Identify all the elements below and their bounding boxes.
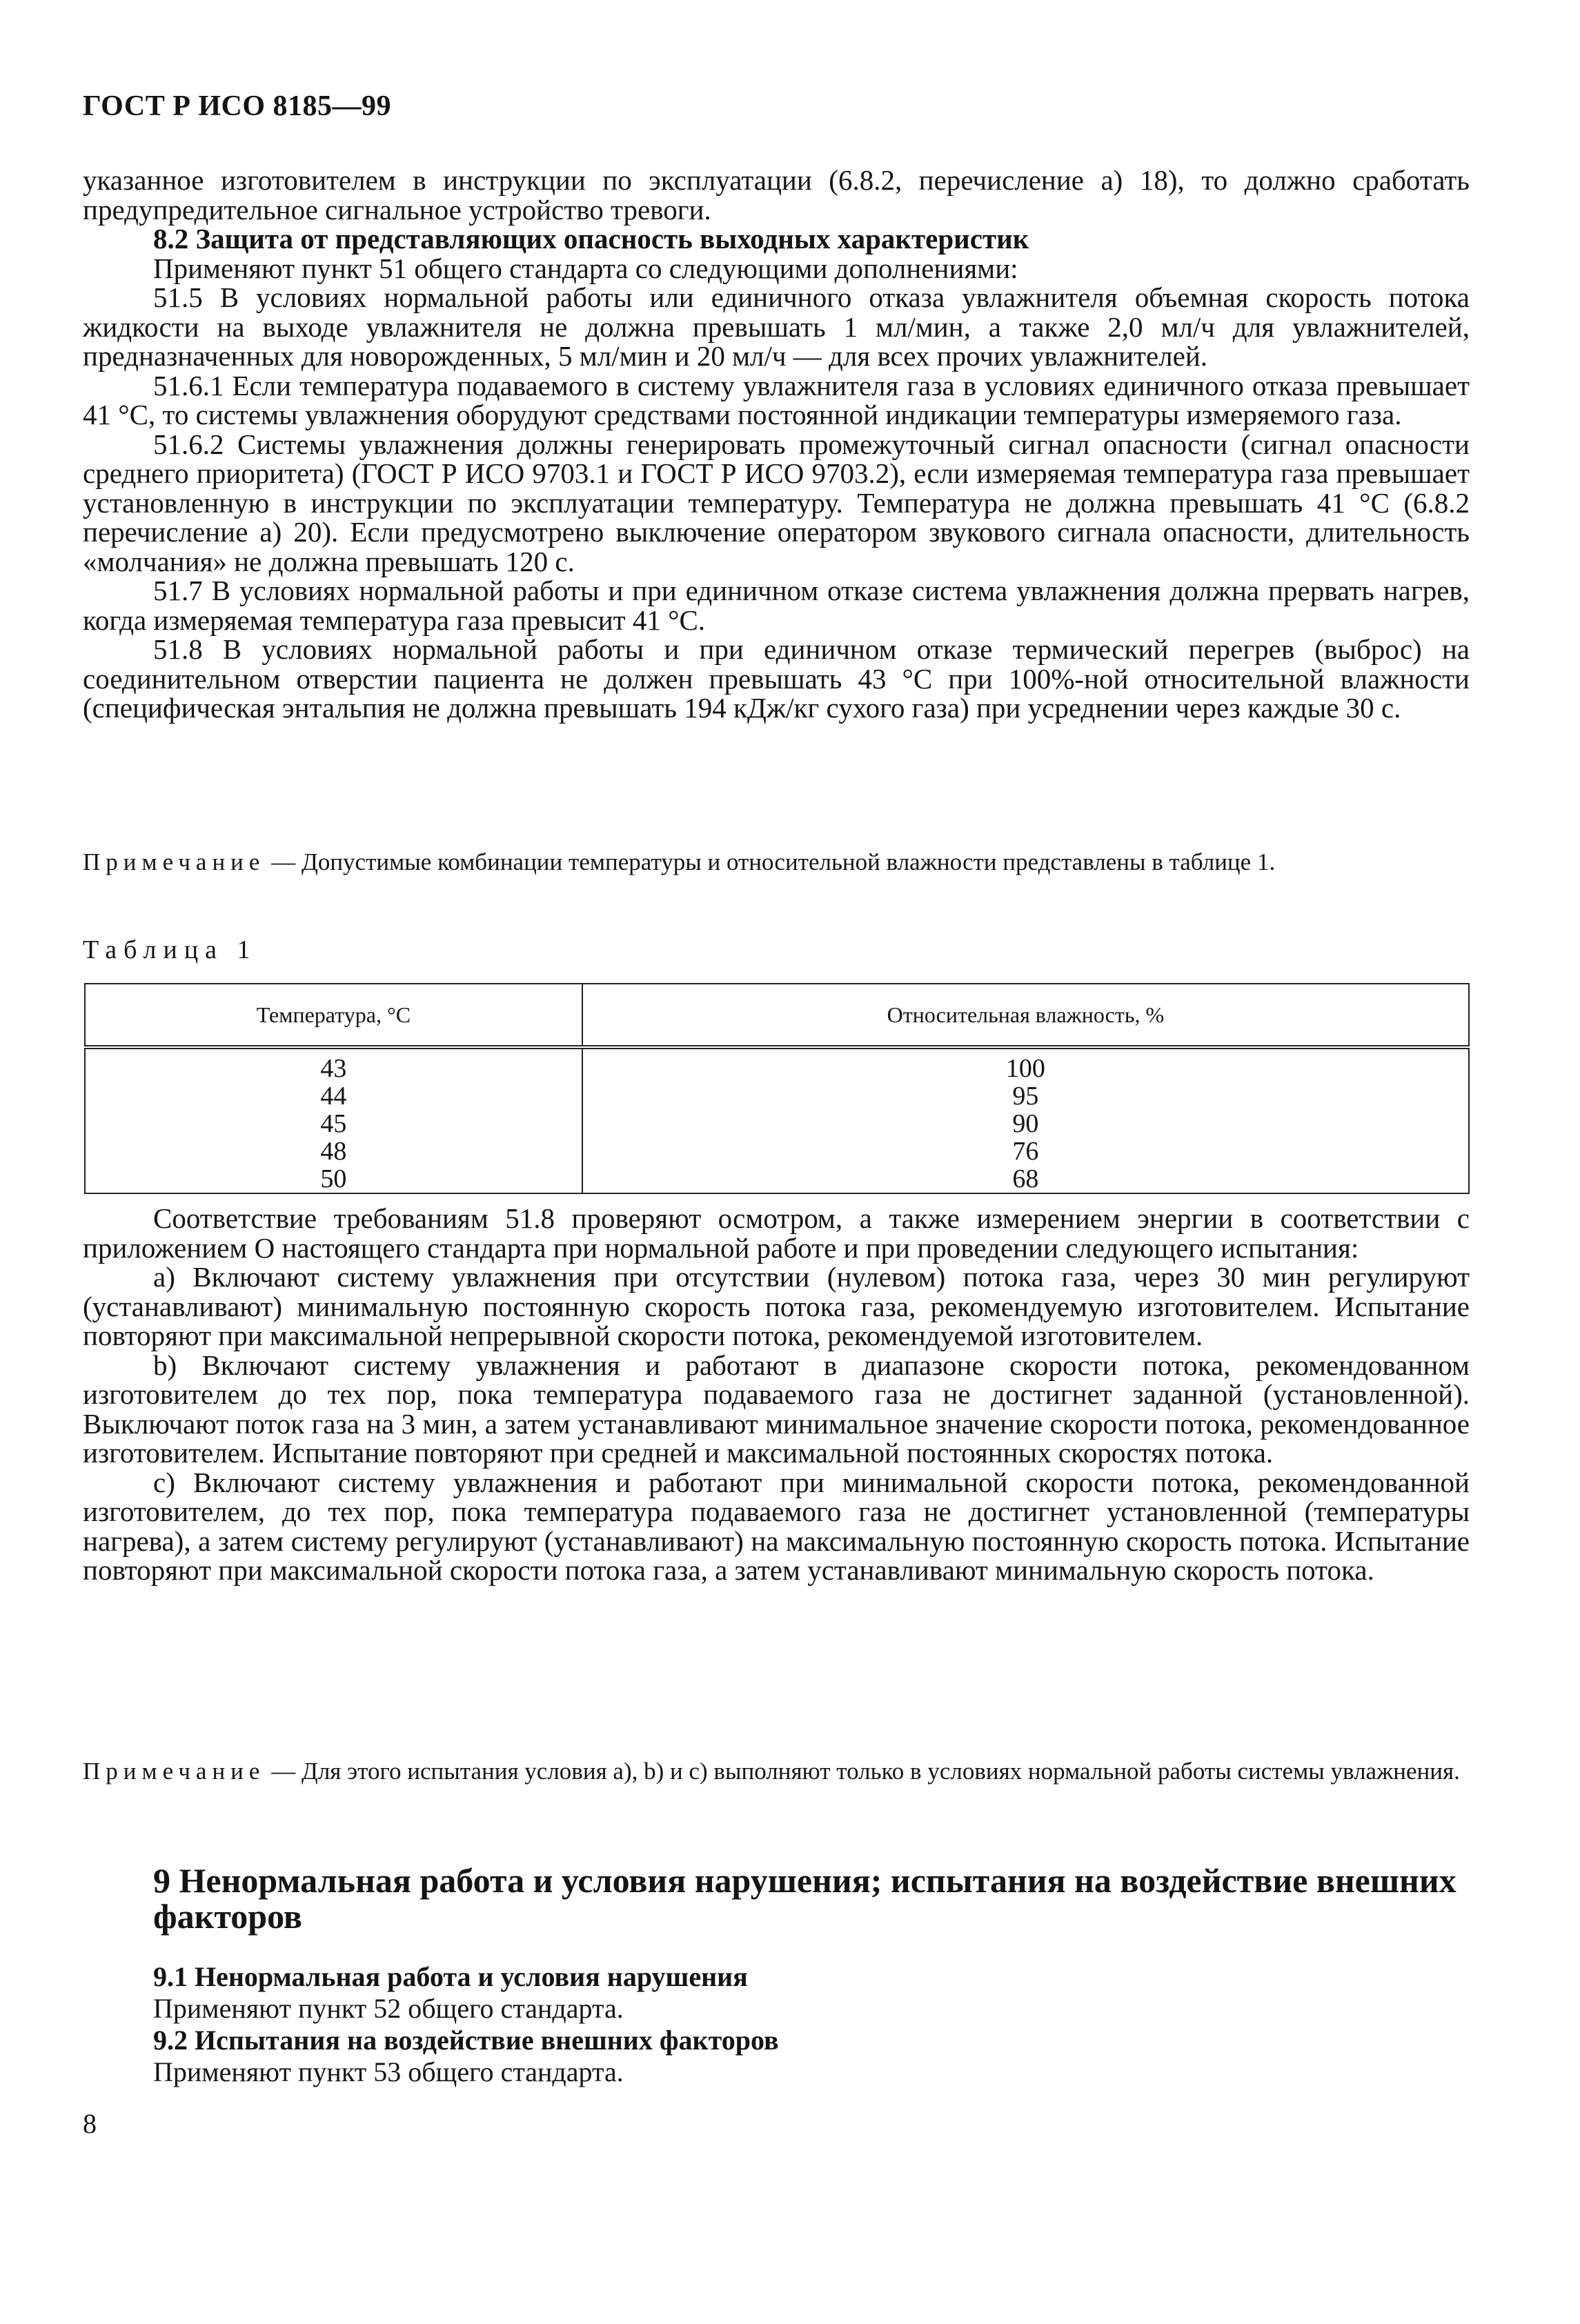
table-cell: 44 [85,1082,582,1110]
subsection-9-2-title: 9.2 Испытания на воздействие внешних факторов [153,2025,779,2056]
table-row [85,1110,1469,1138]
table-row [85,1047,1469,1082]
table-row [85,1138,1469,1165]
body-bottom [83,1204,1470,1585]
table-header-humidity: Относительная влажность, % [582,984,1469,1047]
subsection-heading-8-2: 8.2 Защита от представляющих опасность выходных характеристик [153,223,1029,255]
note-label: Примечание [83,848,266,875]
test-item-c: с) Включают систему увлажнения и работают при минимальной скорости потока, рекомендованной изготовителем, до тех пор, пока температура подаваемого газа не достигнет установленной (температуры нагрева), а затем систему регулируют (устанавливают) на максимальную постоянную скорость потока. Испытание повторяют при максимальной скорости потока газа, а затем устанавливают минимальную скорость потока. [83,1466,1470,1586]
section-9-title: 9 Ненормальная работа и условия нарушения; испытания на воздействие внешних факторов [153,1861,1456,1936]
table-caption: Таблица 1 [83,935,257,964]
paragraph-51-7: 51.7 В условиях нормальной работы и при единичном отказе система увлажнения должна прервать нагрев, когда измеряемая температура газа превысит 41 °С. [83,575,1470,636]
document-header: ГОСТ Р ИСО 8185—99 [83,90,392,122]
table-cell: 48 [85,1138,582,1165]
note-label: Примечание [83,1758,266,1785]
table-cell: 90 [582,1110,1469,1138]
note-1 [83,848,1470,876]
page-number: 8 [83,2108,97,2139]
paragraph-51-8: 51.8 В условиях нормальной работы и при единичном отказе термический перегрев (выброс) на соединительном отверстии пациента не должен превышать 43 °С при 100%-ной относительной влажности (специфическая энтальпия не должна превышать 194 кДж/кг сухого газа) при усреднении через каждые 30 с. [83,633,1470,724]
table-cell: 95 [582,1082,1469,1110]
test-item-a: а) Включают систему увлажнения при отсутствии (нулевом) потока газа, через 30 мин регулируют (устанавливают) минимальную постоянную скорость потока газа, рекомендуемую изготовителем. Испытание повторяют при максимальной непрерывной скорости потока, рекомендуемой изготовителем. [83,1261,1470,1351]
note-text: — Допустимые комбинации температуры и относительной влажности представлены в таблице 1. [265,848,1276,875]
table-cell: 76 [582,1138,1469,1165]
paragraph: указанное изготовителем в инструкции по эксплуатации (6.8.2, перечисление а) 18), то должно сработать предупредительное сигнальное устройство тревоги. [83,164,1470,226]
subsection-9-2-text: Применяют пункт 53 общего стандарта. [153,2056,624,2087]
table-row [85,1165,1469,1193]
subsection-9-1-title: 9.1 Ненормальная работа и условия нарушения [153,1961,748,1992]
body-top [83,166,1470,723]
table-header-temperature: Температура, °С [85,984,582,1047]
table-cell: 68 [582,1165,1469,1193]
note-2 [83,1758,1470,1785]
table-cell: 50 [85,1165,582,1193]
table-cell: 100 [582,1047,1469,1082]
paragraph: Применяют пункт 51 общего стандарта со следующими дополнениями: [153,252,1018,284]
test-item-b: b) Включают систему увлажнения и работают в диапазоне скорости потока, рекомендованном изготовителем до тех пор, пока температура подаваемого газа не достигнет заданной (установленной). Выключают поток газа на 3 мин, а затем устанавливают минимальное значение скорости потока, рекомендованное изготовителем. Испытание повторяют при средней и максимальной постоянных скоростях потока. [83,1349,1470,1469]
note-text: — Для этого испытания условия а), b) и с) выполняют только в условиях нормальной работы системы увлажнения. [265,1758,1460,1785]
table-1 [84,983,1470,1194]
paragraph-51-6-2: 51.6.2 Системы увлажнения должны генерировать промежуточный сигнал опасности (сигнал опасности среднего приоритета) (ГОСТ Р ИСО 9703.1 и ГОСТ Р ИСО 9703.2), если измеряемая температура газа превышает установленную в инструкции по эксплуатации температуру. Температура не должна превышать 41 °С (6.8.2 перечисление а) 20). Если предусмотрено выключение оператором звукового сигнала опасности, длительность «молчания» не должна превышать 120 с. [83,428,1470,577]
table-row [85,1082,1469,1110]
table-cell: 45 [85,1110,582,1138]
subsection-9-1-text: Применяют пункт 52 общего стандарта. [153,1993,624,2024]
paragraph: Соответствие требованиям 51.8 проверяют осмотром, а также измерением энергии в соответствии с приложением О настоящего стандарта при нормальной работе и при проведении следующего испытания: [83,1202,1470,1264]
table-cell: 43 [85,1047,582,1082]
paragraph-51-5: 51.5 В условиях нормальной работы или единичного отказа увлажнителя объемная скорость потока жидкости на выходе увлажнителя не должна превышать 1 мл/мин, а также 2,0 мл/ч для увлажнителей, предназначенных для новорожденных, 5 мл/мин и 20 мл/ч — для всех прочих увлажнителей. [83,281,1470,372]
paragraph-51-6-1: 51.6.1 Если температура подаваемого в систему увлажнителя газа в условиях единичного отказа превышает 41 °С, то системы увлажнения оборудуют средствами постоянной индикации температуры измеряемого газа. [83,369,1470,430]
